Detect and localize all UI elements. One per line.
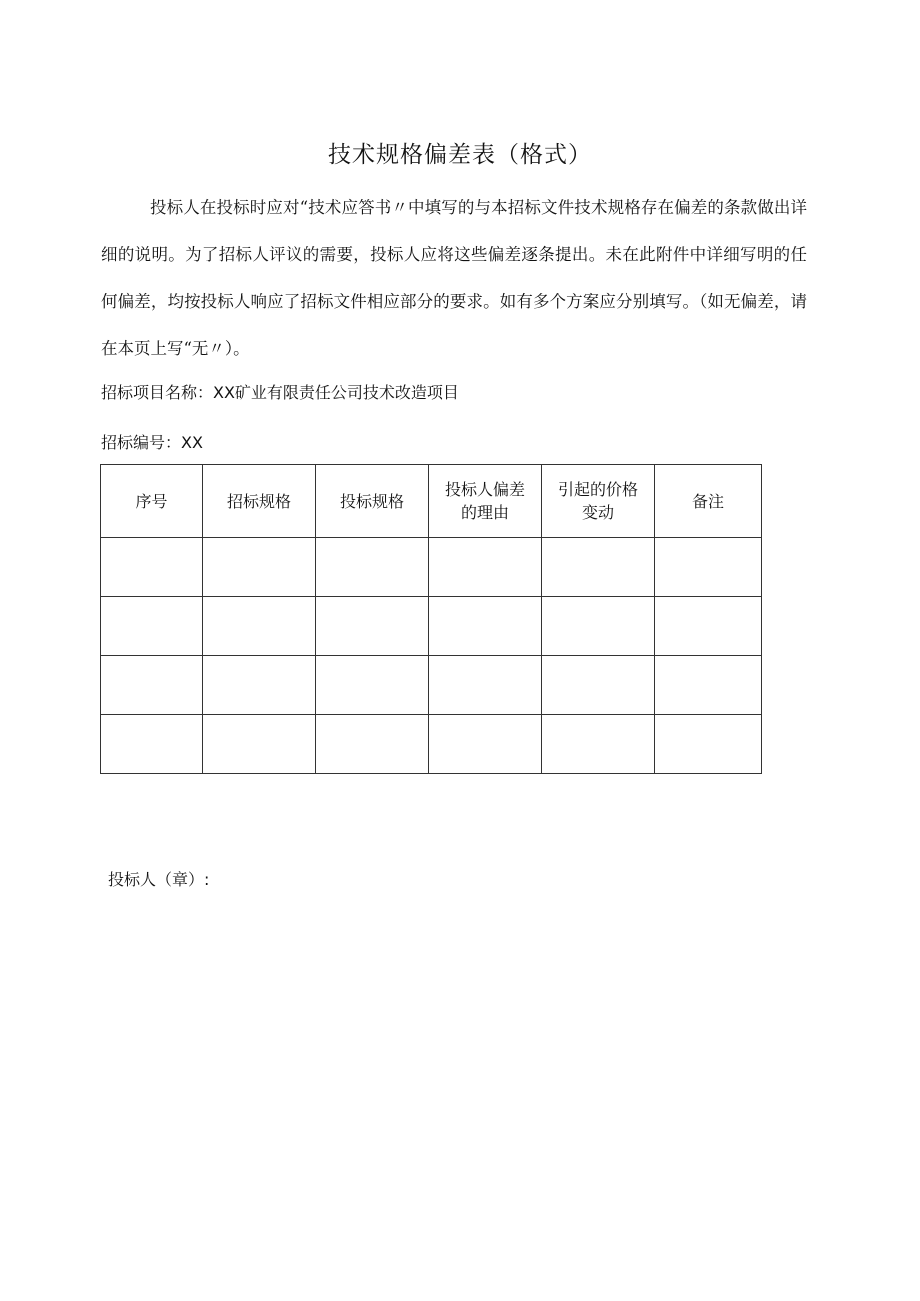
header-text-line-2: 变动 — [581, 503, 614, 522]
header-deviation-reason — [429, 465, 542, 538]
header-text: 投标规格 — [339, 491, 404, 511]
header-remarks — [655, 465, 762, 538]
header-bid-spec — [316, 465, 429, 538]
intro-paragraph: 投标人在投标时应对“技术应答书〃中填写的与本招标文件技术规格存在偏差的条款做出详细的说明。为了招标人评议的需要，投标人应将这些偏差逐条提出。未在此附件中详细写明的任何偏差，均按投标人响应了招标文件相应部分的要求。如有多个方案应分别填写。（如无偏差，请在本页上写“无〃）。 — [101, 198, 807, 358]
table-cell — [429, 597, 542, 656]
bidder-signature-line: 投标人（章）: — [108, 870, 210, 889]
table-cell — [655, 715, 762, 774]
header-seq — [101, 465, 203, 538]
table-cell — [542, 538, 655, 597]
table-cell — [316, 597, 429, 656]
table-cell — [542, 715, 655, 774]
table-cell — [542, 656, 655, 715]
table-cell — [316, 538, 429, 597]
table-header-row — [101, 465, 762, 538]
table-cell — [316, 656, 429, 715]
table-cell — [542, 597, 655, 656]
table-row — [101, 656, 762, 715]
header-text: 备注 — [691, 491, 724, 511]
table-cell — [203, 597, 316, 656]
page-title: 技术规格偏差表（格式） — [328, 142, 592, 168]
table-row — [101, 715, 762, 774]
table-cell — [203, 538, 316, 597]
project-code: 招标编号：XX — [101, 433, 203, 452]
header-text-line-1: 投标人偏差 — [444, 480, 525, 499]
table-cell — [101, 597, 203, 656]
table-cell — [655, 538, 762, 597]
header-price-change — [542, 465, 655, 538]
header-text: 序号 — [135, 491, 168, 511]
table-row — [101, 597, 762, 656]
table-row — [101, 538, 762, 597]
header-tender-spec — [203, 465, 316, 538]
table-cell — [203, 715, 316, 774]
table-cell — [101, 715, 203, 774]
header-text-line-1: 引起的价格 — [557, 480, 638, 499]
table-cell — [655, 656, 762, 715]
table-cell — [101, 656, 203, 715]
table-cell — [316, 715, 429, 774]
project-name: 招标项目名称：XX矿业有限责任公司技术改造项目 — [101, 383, 459, 402]
table-cell — [429, 656, 542, 715]
table-cell — [429, 715, 542, 774]
table-cell — [203, 656, 316, 715]
table-cell — [101, 538, 203, 597]
table-cell — [429, 538, 542, 597]
table-cell — [655, 597, 762, 656]
header-text-line-2: 的理由 — [460, 503, 509, 522]
header-text: 招标规格 — [226, 491, 291, 511]
deviation-table — [100, 464, 762, 774]
